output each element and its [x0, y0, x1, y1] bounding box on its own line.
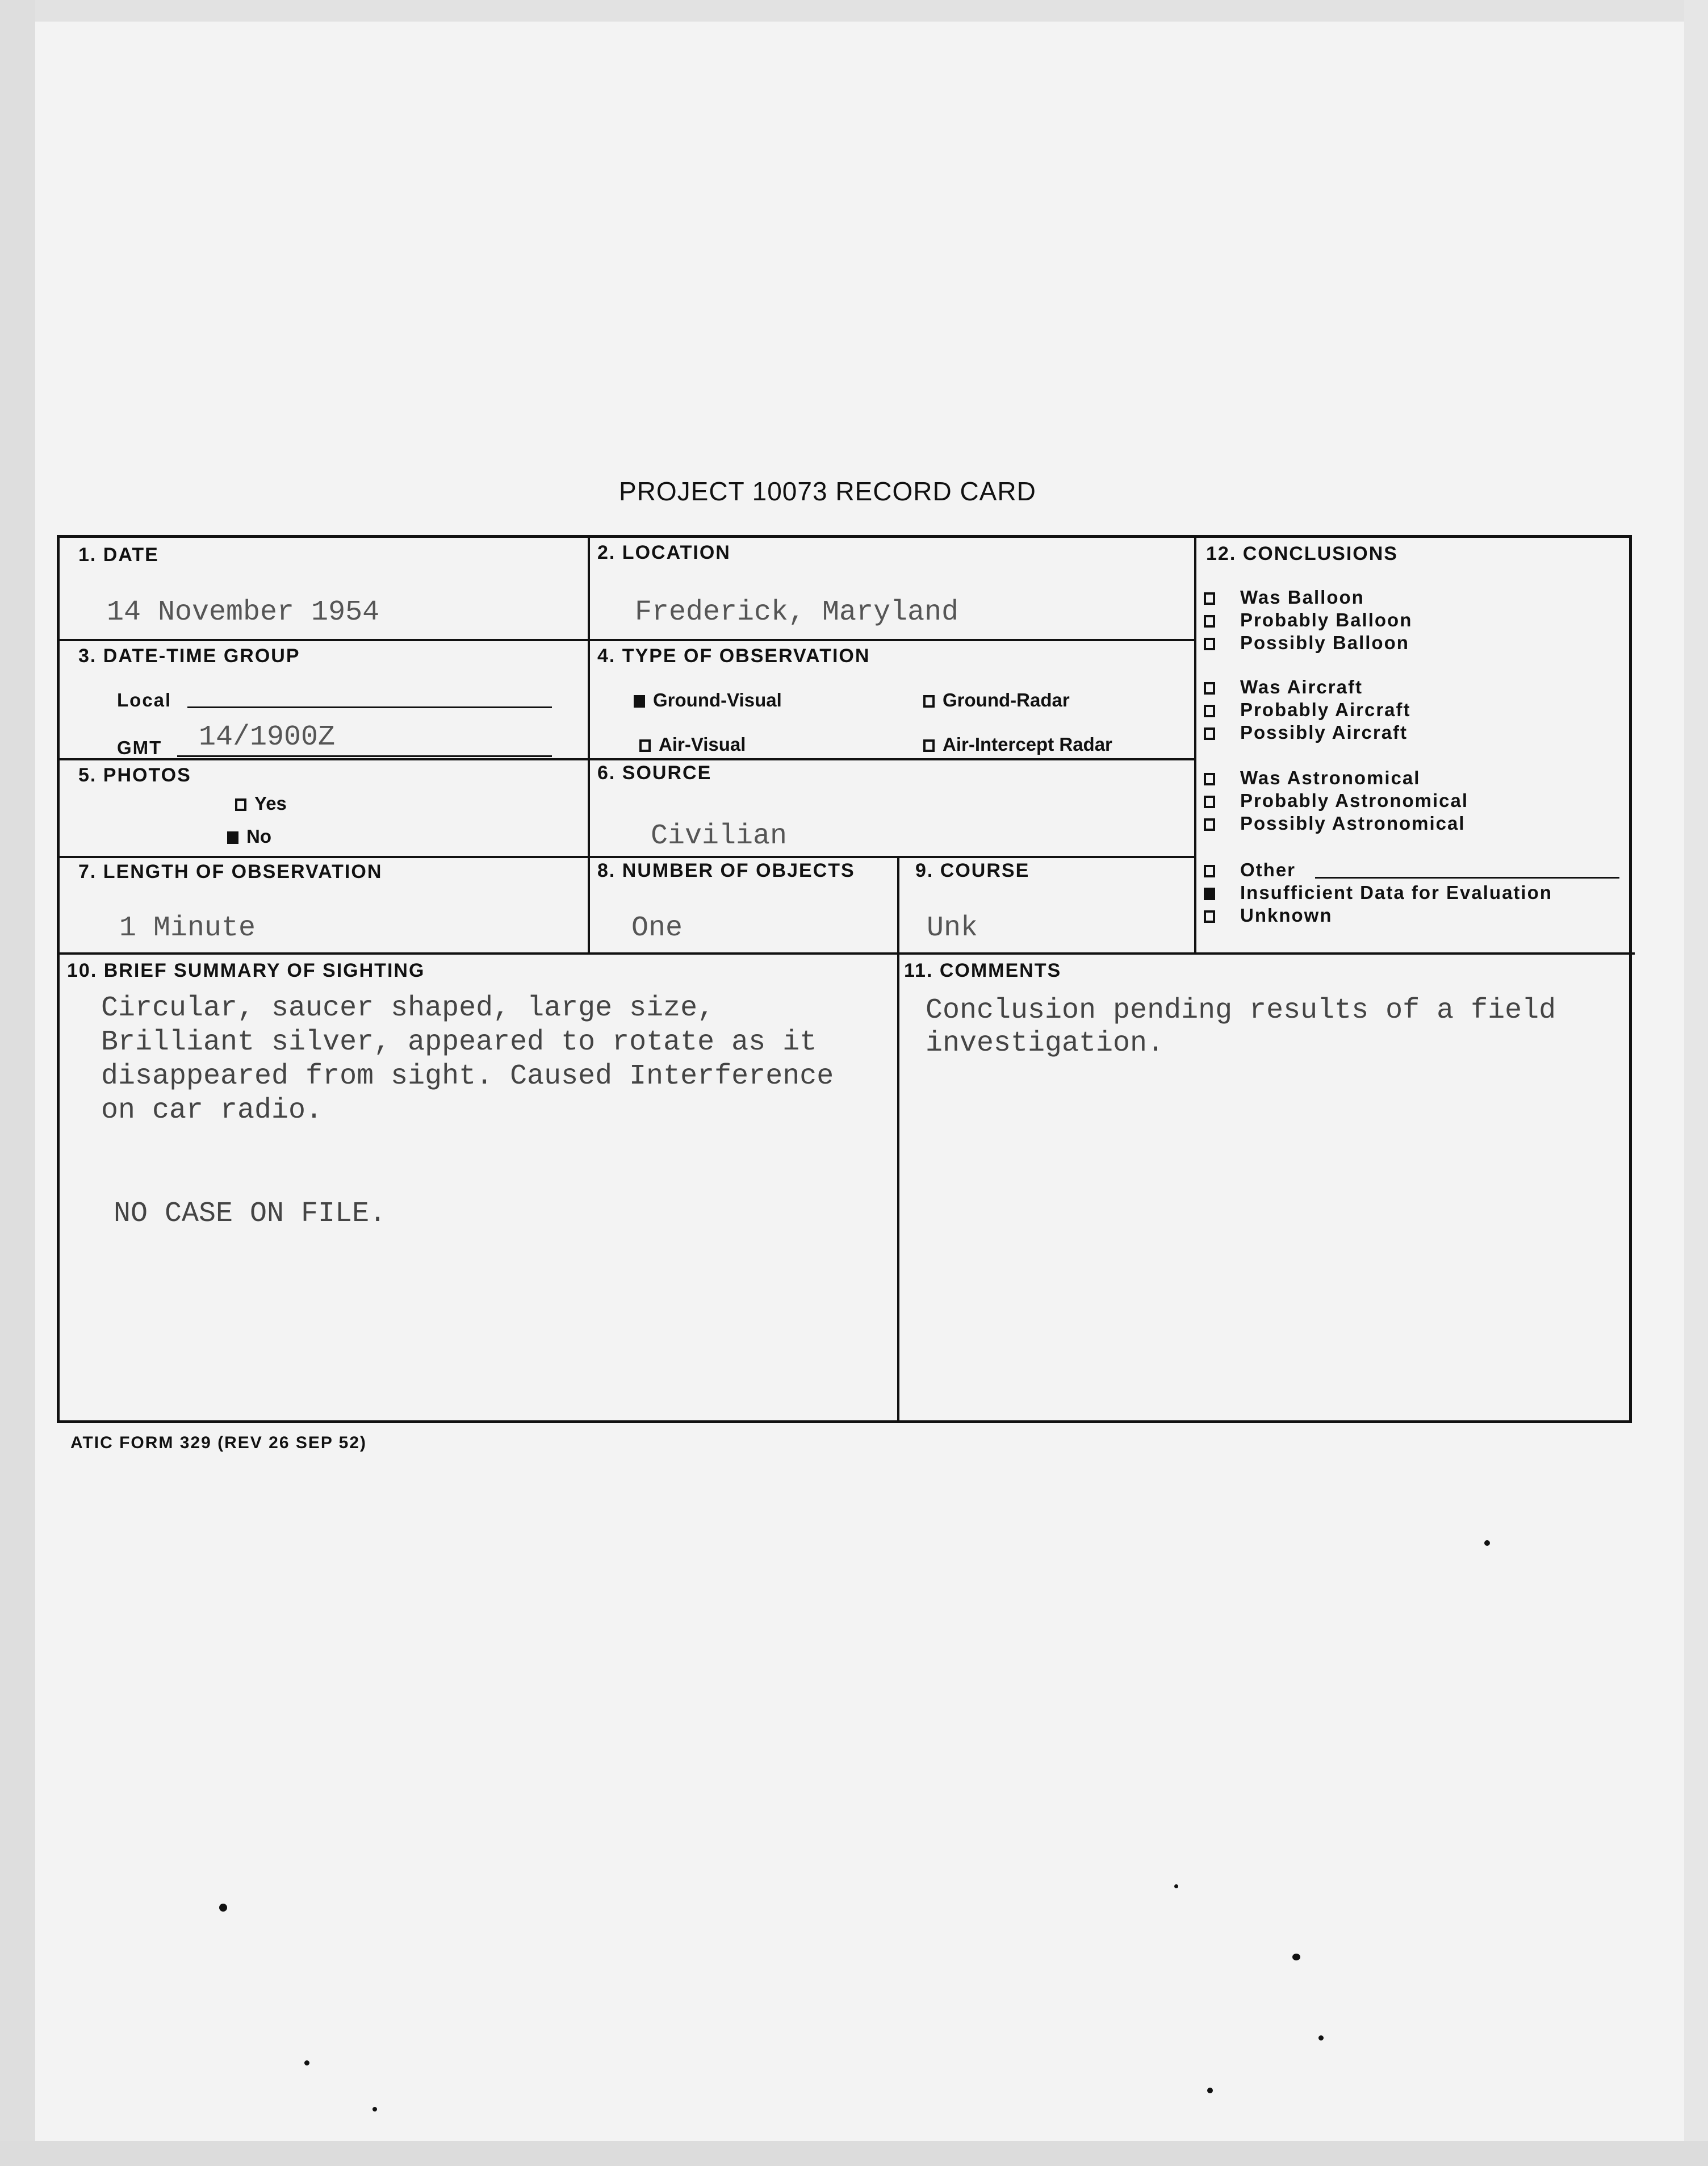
option-air-intercept-radar[interactable]: Air-Intercept Radar	[923, 734, 1112, 755]
other-underline	[1315, 877, 1619, 879]
source-value: Civilian	[651, 820, 788, 852]
photos-no[interactable]: No	[227, 826, 271, 847]
conclusion-unknown[interactable]: Unknown	[1204, 904, 1332, 927]
checkbox-checked[interactable]	[227, 831, 238, 844]
course-label: 9. COURSE	[915, 860, 1030, 881]
photos-yes[interactable]: Yes	[235, 793, 287, 814]
page-edge	[0, 0, 1708, 22]
checkbox-checked[interactable]	[634, 695, 645, 708]
summary-line: Circular, saucer shaped, large size,	[101, 992, 715, 1025]
page-edge	[1684, 0, 1708, 2166]
scan-speck	[1484, 1540, 1490, 1546]
conclusion-possibly-balloon[interactable]: Possibly Balloon	[1204, 632, 1409, 654]
comments-line: investigation.	[926, 1027, 1165, 1060]
scan-speck	[1174, 1884, 1178, 1888]
checkbox[interactable]	[923, 695, 935, 708]
conclusion-was-aircraft[interactable]: Was Aircraft	[1204, 676, 1363, 699]
divider	[60, 639, 1194, 641]
comments-label: 11. COMMENTS	[904, 960, 1062, 981]
location-label: 2. LOCATION	[597, 542, 731, 563]
conclusion-probably-balloon[interactable]: Probably Balloon	[1204, 609, 1412, 632]
scan-speck	[304, 2060, 309, 2065]
checkbox[interactable]	[1204, 910, 1215, 923]
conclusion-insufficient-data[interactable]: Insufficient Data for Evaluation	[1204, 881, 1552, 904]
divider	[897, 856, 899, 952]
divider	[897, 952, 899, 1421]
checkbox[interactable]	[1204, 865, 1215, 877]
conclusion-possibly-astronomical[interactable]: Possibly Astronomical	[1204, 812, 1466, 835]
card-title: PROJECT 10073 RECORD CARD	[619, 476, 1036, 506]
conclusion-was-balloon[interactable]: Was Balloon	[1204, 586, 1364, 609]
form-footer: ATIC FORM 329 (REV 26 SEP 52)	[70, 1433, 367, 1452]
checkbox[interactable]	[1204, 796, 1215, 808]
divider	[1194, 538, 1196, 952]
date-value: 14 November 1954	[107, 596, 380, 629]
gmt-value: 14/1900Z	[199, 721, 336, 754]
objects-label: 8. NUMBER OF OBJECTS	[597, 860, 855, 881]
divider	[60, 856, 1194, 858]
summary-note: NO CASE ON FILE.	[114, 1198, 387, 1230]
checkbox[interactable]	[1204, 592, 1215, 605]
length-label: 7. LENGTH OF OBSERVATION	[78, 861, 383, 883]
summary-line: on car radio.	[101, 1094, 323, 1127]
divider	[588, 538, 590, 952]
checkbox[interactable]	[1204, 727, 1215, 740]
source-label: 6. SOURCE	[597, 762, 712, 784]
local-underline	[187, 706, 552, 708]
checkbox[interactable]	[1204, 773, 1215, 785]
conclusions-label: 12. CONCLUSIONS	[1206, 543, 1398, 565]
scan-speck	[1207, 2088, 1213, 2093]
observation-label: 4. TYPE OF OBSERVATION	[597, 645, 870, 667]
checkbox[interactable]	[923, 739, 935, 752]
scan-speck	[1318, 2035, 1324, 2040]
conclusion-possibly-aircraft[interactable]: Possibly Aircraft	[1204, 721, 1408, 744]
summary-line: disappeared from sight. Caused Interference	[101, 1060, 834, 1093]
checkbox[interactable]	[639, 739, 651, 752]
summary-label: 10. BRIEF SUMMARY OF SIGHTING	[67, 960, 425, 981]
option-air-visual[interactable]: Air-Visual	[639, 734, 746, 755]
page-edge	[0, 2141, 1708, 2166]
checkbox[interactable]	[1204, 705, 1215, 717]
gmt-label: GMT	[117, 737, 162, 758]
date-label: 1. DATE	[78, 544, 159, 566]
local-label: Local	[117, 689, 172, 710]
checkbox[interactable]	[235, 798, 246, 811]
dtg-label: 3. DATE-TIME GROUP	[78, 645, 300, 667]
divider	[60, 952, 1635, 955]
objects-value: One	[631, 912, 683, 944]
checkbox[interactable]	[1204, 615, 1215, 628]
checkbox-checked[interactable]	[1204, 888, 1215, 900]
page-edge	[0, 0, 35, 2166]
photos-label: 5. PHOTOS	[78, 764, 191, 786]
scan-speck	[219, 1904, 227, 1912]
location-value: Frederick, Maryland	[635, 596, 959, 629]
conclusion-probably-aircraft[interactable]: Probably Aircraft	[1204, 699, 1411, 721]
divider	[60, 758, 1194, 760]
checkbox[interactable]	[1204, 682, 1215, 695]
gmt-underline	[177, 755, 552, 757]
summary-line: Brilliant silver, appeared to rotate as it	[101, 1026, 817, 1059]
length-value: 1 Minute	[119, 912, 256, 944]
scan-speck	[1292, 1954, 1300, 1960]
scan-speck	[372, 2107, 377, 2111]
comments-line: Conclusion pending results of a field	[926, 994, 1556, 1027]
conclusion-probably-astronomical[interactable]: Probably Astronomical	[1204, 789, 1468, 812]
option-ground-radar[interactable]: Ground-Radar	[923, 689, 1070, 711]
checkbox[interactable]	[1204, 818, 1215, 831]
checkbox[interactable]	[1204, 638, 1215, 650]
option-ground-visual[interactable]: Ground-Visual	[634, 689, 782, 711]
conclusion-other[interactable]: Other	[1204, 859, 1296, 881]
conclusion-was-astronomical[interactable]: Was Astronomical	[1204, 767, 1420, 789]
course-value: Unk	[927, 912, 978, 944]
